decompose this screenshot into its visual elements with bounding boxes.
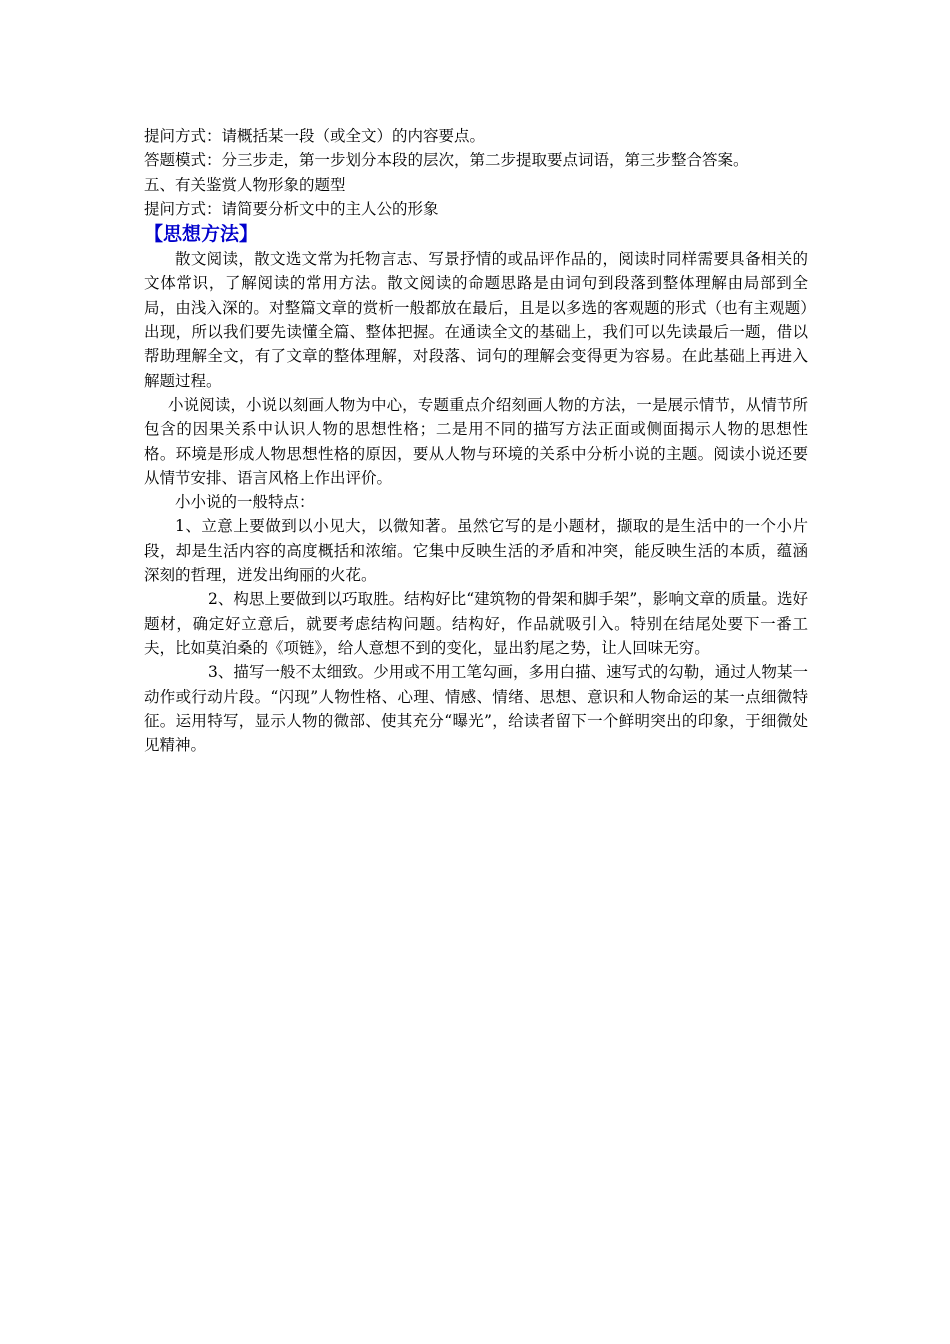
feature-item-2: 2、构思上要做到以巧取胜。结构好比“建筑物的骨架和脚手架”，影响文章的质量。选好题材，确定好立意后，就要考虑结构问题。结构好，作品就吸引入。特别在结尾处要下一番工夫，比如莫泊桑的《项链》，给人意想不到的变化，显出豹尾之势，让人回味无穷。 (144, 590, 808, 657)
prose-reading-paragraph: 散文阅读，散文选文常为托物言志、写景抒情的或品评作品的，阅读时同样需要具备相关的文体常识，了解阅读的常用方法。散文阅读的命题思路是由词句到段落到整体理解由局部到全局，由浅入深的。对整篇文章的赏析一般都放在最后，且是以多选的客观题的形式（也有主观题）出现，所以我们要先读懂全篇、整体把握。在通读全文的基础上，我们可以先读最后一题，借以帮助理解全文，有了文章的整体理解，对段落、词句的理解会变得更为容易。在此基础上再进入解题过程。 (144, 250, 808, 390)
document-body (144, 124, 808, 757)
feature-item-1: 1、立意上要做到以小见大，以微知著。虽然它写的是小题材，撷取的是生活中的一个小片段，却是生活内容的高度概括和浓缩。它集中反映生活的矛盾和冲突，能反映生活的本质，蕴涵深刻的哲理，迸发出绚丽的火花。 (144, 517, 808, 585)
answer-pattern-line: 答题模式：分三步走，第一步划分本段的层次，第二步提取要点词语，第三步整合答案。 (144, 151, 749, 170)
feature-item-3: 3、描写一般不太细致。少用或不用工笔勾画，多用白描、速写式的勾勒，通过人物某一动作或行动片段。“闪现”人物性格、心理、情感、情绪、思想、意识和人物命运的某一点细微特征。运用特写，显示人物的微部、使其充分“曝光”，给读者留下一个鲜明突出的印象，于细微处见精神。 (144, 663, 808, 755)
question-format-line: 提问方式：请概括某一段（或全文）的内容要点。 (144, 127, 486, 145)
section-five-title: 五、有关鉴赏人物形象的题型 (144, 175, 346, 194)
short-story-features-title: 小小说的一般特点： (175, 493, 315, 512)
question-format-line-2: 提问方式：请简要分析文中的主人公的形象 (144, 199, 439, 218)
section-heading: 【思想方法】 (144, 223, 259, 246)
novel-reading-paragraph: 小说阅读，小说以刻画人物为中心，专题重点介绍刻画人物的方法，一是展示情节，从情节所包含的因果关系中认识人物的思想性格；二是用不同的描写方法正面或侧面揭示人物的思想性格。环境是形成人物思想性格的原因，要从人物与环境的关系中分析小说的主题。阅读小说还要从情节安排、语言风格上作出评价。 (144, 395, 808, 487)
